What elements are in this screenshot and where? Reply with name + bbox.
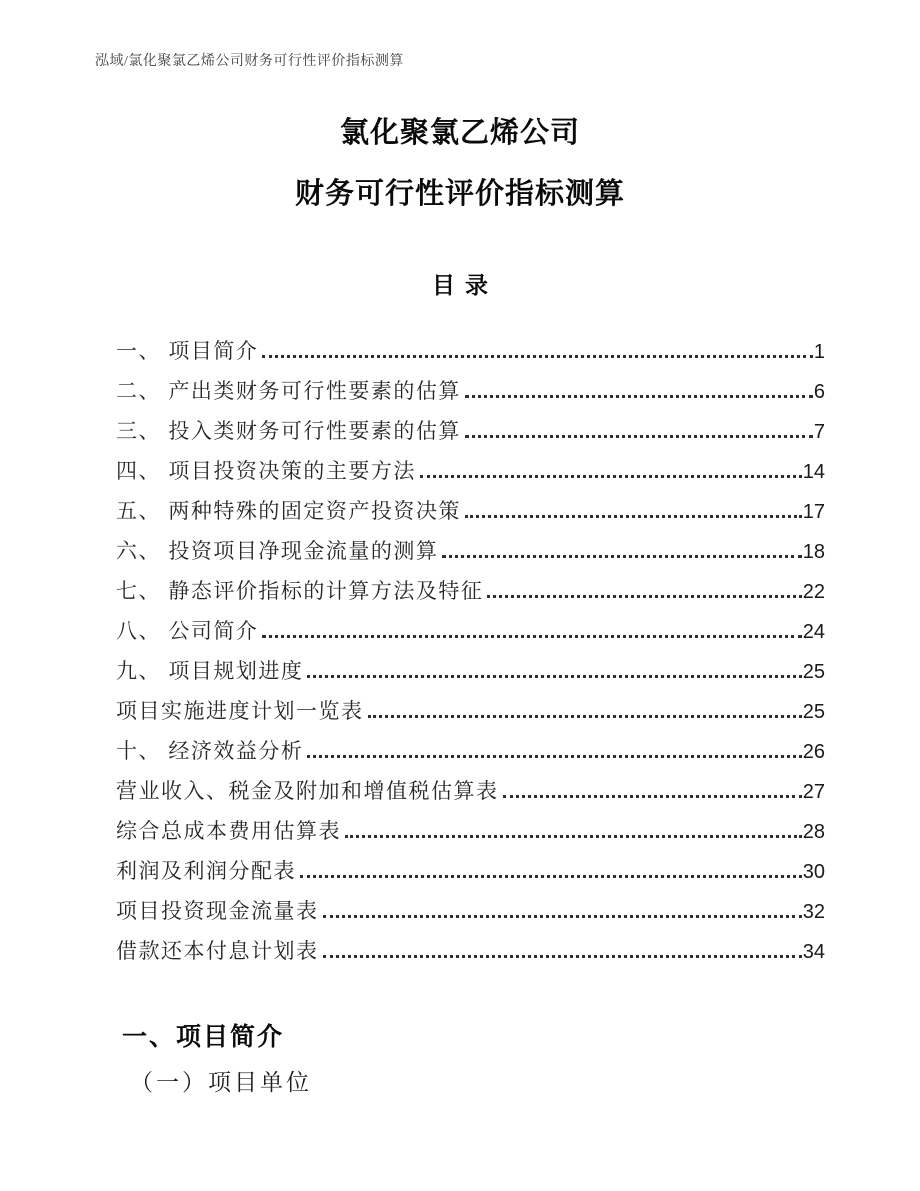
toc-entry-label: 利润及利润分配表: [116, 860, 296, 883]
toc-entry[interactable]: [116, 926, 825, 966]
toc-entry-page: 27: [802, 781, 825, 803]
toc-leader-dots: [465, 395, 813, 398]
toc-entry-page: 22: [802, 581, 825, 603]
toc-entry[interactable]: [116, 366, 825, 406]
toc-leader-dots: [262, 355, 813, 358]
toc-entry[interactable]: [116, 486, 825, 526]
toc-entry-page: 14: [802, 461, 825, 483]
toc-leader-dots: [368, 715, 802, 718]
toc-entry[interactable]: [116, 846, 825, 886]
document-title-line1: 氯化聚氯乙烯公司: [339, 117, 580, 149]
toc-leader-dots: [307, 755, 801, 758]
toc-entry-page: 25: [802, 701, 825, 723]
toc-entry-label: 二、 产出类财务可行性要素的估算: [116, 380, 461, 403]
toc-entry-label: 借款还本付息计划表: [116, 940, 319, 963]
toc-entry[interactable]: [116, 886, 825, 926]
toc-entry-label: 十、 经济效益分析: [116, 740, 304, 763]
toc-entry-label: 四、 项目投资决策的主要方法: [116, 460, 416, 483]
document-title-line2: 财务可行性评价指标测算: [294, 178, 625, 210]
toc-entry-label: 三、 投入类财务可行性要素的估算: [116, 420, 461, 443]
toc-entry[interactable]: [116, 326, 825, 366]
toc-entry[interactable]: [116, 686, 825, 726]
toc-entry-page: 32: [802, 901, 825, 923]
toc-entry[interactable]: [116, 406, 825, 446]
toc-entry-label: 项目实施进度计划一览表: [116, 700, 364, 723]
toc-entry[interactable]: [116, 726, 825, 766]
subsection-heading-project-unit: （一）项目单位: [130, 1069, 312, 1095]
toc-leader-dots: [345, 835, 802, 838]
toc-entry-page: 7: [813, 421, 825, 443]
toc-leader-dots: [465, 515, 802, 518]
toc-entry-label: 综合总成本费用估算表: [116, 820, 341, 843]
toc-entry-page: 24: [802, 621, 825, 643]
toc-leader-dots: [323, 915, 802, 918]
toc-leader-dots: [262, 635, 801, 638]
toc-entry[interactable]: [116, 606, 825, 646]
toc-heading: 目录: [432, 272, 498, 298]
toc-leader-dots: [323, 955, 802, 958]
toc-entry-label: 九、 项目规划进度: [116, 660, 304, 683]
toc-entry[interactable]: [116, 526, 825, 566]
toc-entry-page: 18: [802, 541, 825, 563]
toc-leader-dots: [300, 875, 802, 878]
section-heading-project-intro: 一、项目简介: [122, 1023, 285, 1051]
toc-entry-label: 项目投资现金流量表: [116, 900, 319, 923]
toc-entry-page: 25: [802, 661, 825, 683]
table-of-contents: [116, 326, 825, 966]
toc-entry[interactable]: [116, 766, 825, 806]
toc-entry-page: 1: [813, 341, 825, 363]
toc-entry[interactable]: [116, 566, 825, 606]
toc-entry-page: 28: [802, 821, 825, 843]
toc-leader-dots: [442, 555, 801, 558]
toc-entry-label: 一、 项目简介: [116, 340, 259, 363]
toc-leader-dots: [420, 475, 802, 478]
toc-entry-label: 六、 投资项目净现金流量的测算: [116, 540, 439, 563]
toc-entry[interactable]: [116, 446, 825, 486]
document-header-text: 泓域/氯化聚氯乙烯公司财务可行性评价指标测算: [95, 54, 404, 69]
toc-leader-dots: [503, 795, 802, 798]
toc-entry-label: 八、 公司简介: [116, 620, 259, 643]
toc-entry[interactable]: [116, 646, 825, 686]
toc-entry-page: 30: [802, 861, 825, 883]
toc-leader-dots: [307, 675, 801, 678]
toc-leader-dots: [465, 435, 813, 438]
toc-entry-label: 营业收入、税金及附加和增值税估算表: [116, 780, 499, 803]
toc-entry-page: 26: [802, 741, 825, 763]
toc-leader-dots: [487, 595, 801, 598]
toc-entry-label: 七、 静态评价指标的计算方法及特征: [116, 580, 484, 603]
toc-entry-page: 17: [802, 501, 825, 523]
toc-entry-label: 五、 两种特殊的固定资产投资决策: [116, 500, 461, 523]
title-block: [0, 0, 920, 215]
toc-entry-page: 6: [813, 381, 825, 403]
toc-entry-page: 34: [802, 941, 825, 963]
toc-entry[interactable]: [116, 806, 825, 846]
